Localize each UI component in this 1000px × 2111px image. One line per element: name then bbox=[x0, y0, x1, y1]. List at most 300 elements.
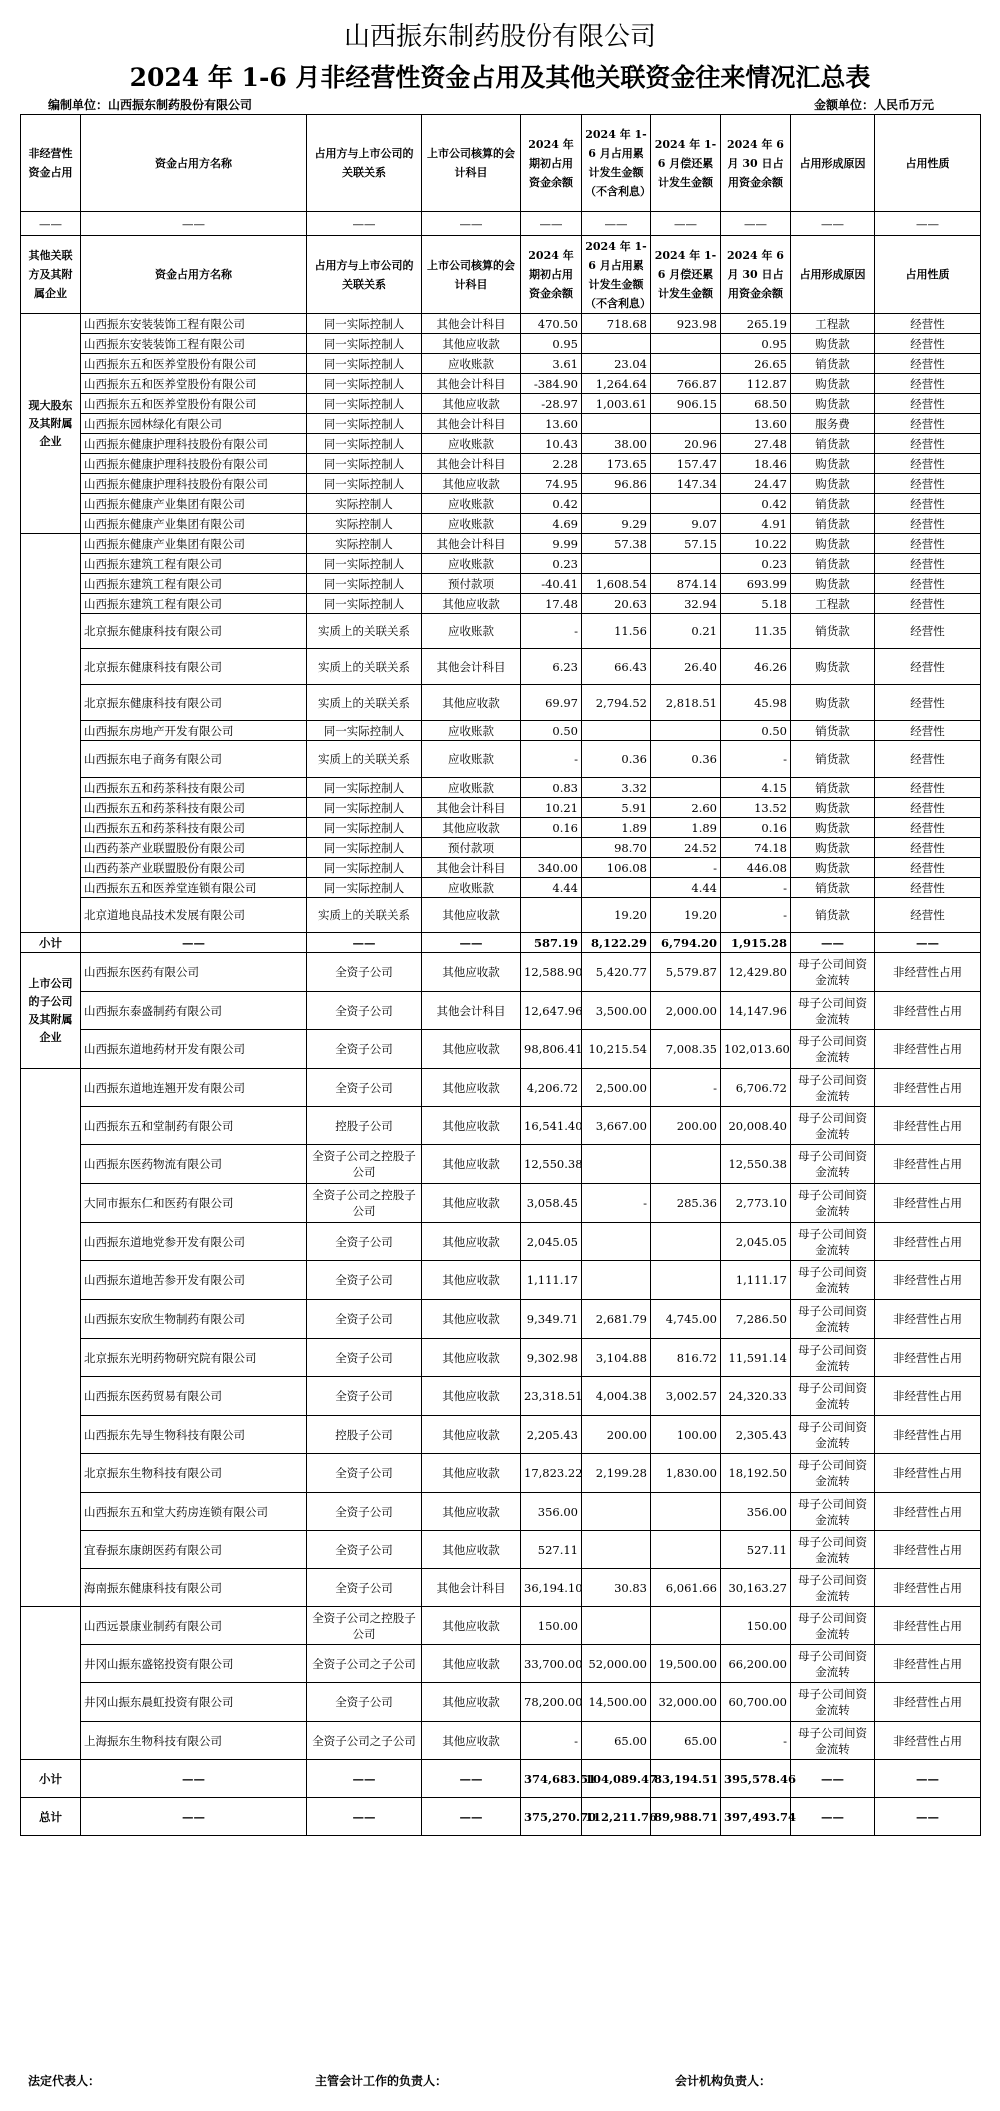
table-row bbox=[21, 1531, 981, 1569]
account-subject: 其他应收款 bbox=[422, 1145, 521, 1184]
relationship: 同一实际控制人 bbox=[307, 721, 422, 741]
occupier-name: 山西振东医药物流有限公司 bbox=[81, 1145, 307, 1184]
opening-balance: 16,541.40 bbox=[521, 1107, 582, 1145]
closing-balance: 102,013.60 bbox=[721, 1030, 791, 1069]
occupation-nature: 非经营性占用 bbox=[875, 1223, 981, 1261]
occupier-name: 山西振东建筑工程有限公司 bbox=[81, 554, 307, 574]
occupation-reason: 销货款 bbox=[791, 721, 875, 741]
opening-balance: 98,806.41 bbox=[521, 1030, 582, 1069]
occupation-nature: 非经营性占用 bbox=[875, 1107, 981, 1145]
accumulated-repaid bbox=[651, 354, 721, 374]
relationship: 全资子公司 bbox=[307, 1493, 422, 1531]
occupation-reason: 母子公司间资金流转 bbox=[791, 1377, 875, 1416]
occupation-reason: 购货款 bbox=[791, 534, 875, 554]
accumulated-repaid: 32,000.00 bbox=[651, 1683, 721, 1722]
account-subject: 其他应收款 bbox=[422, 1493, 521, 1531]
occupier-name: 山西药茶产业联盟股份有限公司 bbox=[81, 838, 307, 858]
occupation-reason: 销货款 bbox=[791, 514, 875, 534]
column-header: 上市公司核算的会计科目 bbox=[422, 236, 521, 314]
closing-balance: 66,200.00 bbox=[721, 1645, 791, 1683]
table-row bbox=[21, 1030, 981, 1069]
occupier-name: 山西振东园林绿化有限公司 bbox=[81, 414, 307, 434]
accumulated-repaid bbox=[651, 1493, 721, 1531]
relationship: 同一实际控制人 bbox=[307, 594, 422, 614]
account-subject: 其他会计科目 bbox=[422, 414, 521, 434]
accumulated-occupied bbox=[582, 878, 651, 898]
occupier-name: 北京振东健康科技有限公司 bbox=[81, 614, 307, 649]
table-row bbox=[21, 818, 981, 838]
occupation-reason: 销货款 bbox=[791, 778, 875, 798]
account-subject: 其他会计科目 bbox=[422, 1569, 521, 1607]
category-cell bbox=[21, 1069, 81, 1607]
closing-balance: 68.50 bbox=[721, 394, 791, 414]
opening-balance: 2,205.43 bbox=[521, 1416, 582, 1454]
column-header: 2024 年 1-6 月偿还累计发生金额 bbox=[651, 236, 721, 314]
occupation-nature: 经营性 bbox=[875, 354, 981, 374]
account-subject: 应收账款 bbox=[422, 778, 521, 798]
opening-balance: - bbox=[521, 614, 582, 649]
occupation-nature: 经营性 bbox=[875, 741, 981, 778]
account-subject: 其他应收款 bbox=[422, 1416, 521, 1454]
relationship: 实质上的关联关系 bbox=[307, 614, 422, 649]
opening-balance: 17,823.22 bbox=[521, 1454, 582, 1493]
occupier-name: 宜春振东康朗医药有限公司 bbox=[81, 1531, 307, 1569]
company-title: 山西振东制药股份有限公司 bbox=[343, 22, 656, 52]
occupation-reason: 销货款 bbox=[791, 554, 875, 574]
table-row bbox=[21, 741, 981, 778]
account-subject: 其他应收款 bbox=[422, 818, 521, 838]
accumulated-repaid: 0.21 bbox=[651, 614, 721, 649]
accumulated-occupied bbox=[582, 1607, 651, 1645]
occupation-reason: 母子公司间资金流转 bbox=[791, 1493, 875, 1531]
occupation-nature: 经营性 bbox=[875, 454, 981, 474]
occupation-reason: 购货款 bbox=[791, 454, 875, 474]
occupation-reason: 销货款 bbox=[791, 614, 875, 649]
category-cell: 上市公司的子公司及其附属企业 bbox=[21, 953, 81, 1069]
column-header: 资金占用方名称 bbox=[81, 115, 307, 212]
occupier-name: 山西振东医药贸易有限公司 bbox=[81, 1377, 307, 1416]
category-cell bbox=[21, 534, 81, 933]
total-value: —— bbox=[81, 1798, 307, 1836]
total-value: 587.19 bbox=[521, 933, 582, 953]
table-row bbox=[21, 1493, 981, 1531]
accumulated-repaid: 4.44 bbox=[651, 878, 721, 898]
occupation-nature: 非经营性占用 bbox=[875, 1416, 981, 1454]
accumulated-occupied: 4,004.38 bbox=[582, 1377, 651, 1416]
accumulated-occupied: 2,199.28 bbox=[582, 1454, 651, 1493]
opening-balance: 2.28 bbox=[521, 454, 582, 474]
occupation-reason: 购货款 bbox=[791, 818, 875, 838]
occupation-nature: 非经营性占用 bbox=[875, 1339, 981, 1377]
closing-balance: 150.00 bbox=[721, 1607, 791, 1645]
occupier-name: 大同市振东仁和医药有限公司 bbox=[81, 1184, 307, 1223]
occupation-reason: 母子公司间资金流转 bbox=[791, 1184, 875, 1223]
occupation-reason: 母子公司间资金流转 bbox=[791, 1416, 875, 1454]
occupation-nature: 经营性 bbox=[875, 534, 981, 554]
table-row bbox=[21, 778, 981, 798]
occupation-nature: 经营性 bbox=[875, 414, 981, 434]
table-row bbox=[21, 1377, 981, 1416]
opening-balance: 0.42 bbox=[521, 494, 582, 514]
total-value: —— bbox=[307, 933, 422, 953]
opening-balance: 4,206.72 bbox=[521, 1069, 582, 1107]
occupation-reason: 母子公司间资金流转 bbox=[791, 1261, 875, 1300]
occupier-name: 山西振东健康产业集团有限公司 bbox=[81, 534, 307, 554]
account-subject: 其他应收款 bbox=[422, 1683, 521, 1722]
accumulated-repaid: 26.40 bbox=[651, 649, 721, 685]
total-value: —— bbox=[81, 1760, 307, 1798]
occupation-reason: 销货款 bbox=[791, 434, 875, 454]
relationship: 全资子公司 bbox=[307, 953, 422, 992]
table-row bbox=[21, 953, 981, 992]
accumulated-repaid: 57.15 bbox=[651, 534, 721, 554]
opening-balance: 10.43 bbox=[521, 434, 582, 454]
account-subject: 应收账款 bbox=[422, 878, 521, 898]
occupier-name: 山西振东健康护理科技股份有限公司 bbox=[81, 434, 307, 454]
closing-balance: 20,008.40 bbox=[721, 1107, 791, 1145]
table-row bbox=[21, 685, 981, 721]
accumulated-occupied bbox=[582, 334, 651, 354]
column-header: 占用方与上市公司的关联关系 bbox=[307, 115, 422, 212]
occupation-nature: 非经营性占用 bbox=[875, 1145, 981, 1184]
occupation-nature: 非经营性占用 bbox=[875, 953, 981, 992]
total-value: —— bbox=[422, 1798, 521, 1836]
occupation-nature: 非经营性占用 bbox=[875, 1261, 981, 1300]
accumulated-occupied: 23.04 bbox=[582, 354, 651, 374]
relationship: 同一实际控制人 bbox=[307, 454, 422, 474]
occupation-nature: 经营性 bbox=[875, 858, 981, 878]
occupier-name: 山西振东五和药茶科技有限公司 bbox=[81, 818, 307, 838]
table-row bbox=[21, 554, 981, 574]
column-header: 2024 年 1-6 月偿还累计发生金额 bbox=[651, 115, 721, 212]
occupation-reason: 销货款 bbox=[791, 878, 875, 898]
closing-balance: 0.50 bbox=[721, 721, 791, 741]
occupier-name: 北京道地良品技术发展有限公司 bbox=[81, 898, 307, 933]
table-row bbox=[21, 838, 981, 858]
occupier-name: 山西振东泰盛制药有限公司 bbox=[81, 992, 307, 1030]
account-subject: 其他应收款 bbox=[422, 1107, 521, 1145]
accumulated-occupied: 57.38 bbox=[582, 534, 651, 554]
occupier-name: 山西振东五和医养堂股份有限公司 bbox=[81, 354, 307, 374]
occupier-name: 山西远景康业制药有限公司 bbox=[81, 1607, 307, 1645]
accumulated-occupied bbox=[582, 1145, 651, 1184]
category-cell bbox=[21, 1607, 81, 1760]
table-row bbox=[21, 614, 981, 649]
occupation-reason: 购货款 bbox=[791, 574, 875, 594]
relationship: 全资子公司 bbox=[307, 1030, 422, 1069]
accumulated-occupied: 11.56 bbox=[582, 614, 651, 649]
accumulated-repaid: 19,500.00 bbox=[651, 1645, 721, 1683]
table-row bbox=[21, 394, 981, 414]
accumulated-repaid: 147.34 bbox=[651, 474, 721, 494]
total-value: —— bbox=[791, 1798, 875, 1836]
closing-balance: 26.65 bbox=[721, 354, 791, 374]
accumulated-repaid: 3,002.57 bbox=[651, 1377, 721, 1416]
closing-balance: 2,773.10 bbox=[721, 1184, 791, 1223]
accumulated-occupied: 3,104.88 bbox=[582, 1339, 651, 1377]
opening-balance: -28.97 bbox=[521, 394, 582, 414]
total-value: 1,915.28 bbox=[721, 933, 791, 953]
accumulated-repaid: 906.15 bbox=[651, 394, 721, 414]
summary-table bbox=[20, 114, 981, 1836]
closing-balance: 112.87 bbox=[721, 374, 791, 394]
accumulated-repaid bbox=[651, 334, 721, 354]
account-subject: 其他应收款 bbox=[422, 685, 521, 721]
total-value: 89,988.71 bbox=[651, 1798, 721, 1836]
total-value: —— bbox=[81, 933, 307, 953]
opening-balance: 36,194.10 bbox=[521, 1569, 582, 1607]
accumulated-repaid: 5,579.87 bbox=[651, 953, 721, 992]
closing-balance: 30,163.27 bbox=[721, 1569, 791, 1607]
accumulated-repaid bbox=[651, 1531, 721, 1569]
occupation-reason: 母子公司间资金流转 bbox=[791, 1569, 875, 1607]
accumulated-repaid: 7,008.35 bbox=[651, 1030, 721, 1069]
occupation-reason: 母子公司间资金流转 bbox=[791, 1300, 875, 1339]
occupation-reason: 母子公司间资金流转 bbox=[791, 1339, 875, 1377]
closing-balance: 6,706.72 bbox=[721, 1069, 791, 1107]
relationship: 全资子公司 bbox=[307, 1223, 422, 1261]
occupier-name: 山西振东健康产业集团有限公司 bbox=[81, 514, 307, 534]
accumulated-repaid bbox=[651, 1261, 721, 1300]
relationship: 控股子公司 bbox=[307, 1107, 422, 1145]
accumulated-repaid bbox=[651, 414, 721, 434]
occupier-name: 北京振东生物科技有限公司 bbox=[81, 1454, 307, 1493]
occupier-name: 山西振东道地药材开发有限公司 bbox=[81, 1030, 307, 1069]
table-row bbox=[21, 798, 981, 818]
column-header: 资金占用方名称 bbox=[81, 236, 307, 314]
account-subject: 其他会计科目 bbox=[422, 534, 521, 554]
opening-balance: - bbox=[521, 741, 582, 778]
opening-balance: 0.83 bbox=[521, 778, 582, 798]
column-header: 2024 年 6 月 30 日占用资金余额 bbox=[721, 236, 791, 314]
closing-balance: 10.22 bbox=[721, 534, 791, 554]
account-subject: 其他应收款 bbox=[422, 1069, 521, 1107]
accumulated-occupied: 718.68 bbox=[582, 314, 651, 334]
relationship: 同一实际控制人 bbox=[307, 798, 422, 818]
occupation-reason: 工程款 bbox=[791, 314, 875, 334]
relationship: 全资子公司 bbox=[307, 1069, 422, 1107]
occupier-name: 北京振东光明药物研究院有限公司 bbox=[81, 1339, 307, 1377]
row-label: 小计 bbox=[21, 1760, 81, 1798]
total-value: 395,578.46 bbox=[721, 1760, 791, 1798]
opening-balance: 78,200.00 bbox=[521, 1683, 582, 1722]
relationship: 同一实际控制人 bbox=[307, 474, 422, 494]
table-row bbox=[21, 454, 981, 474]
relationship: 全资子公司 bbox=[307, 1300, 422, 1339]
opening-balance: 10.21 bbox=[521, 798, 582, 818]
occupation-reason: 购货款 bbox=[791, 858, 875, 878]
occupier-name: 海南振东健康科技有限公司 bbox=[81, 1569, 307, 1607]
accumulated-repaid: 816.72 bbox=[651, 1339, 721, 1377]
occupier-name: 山西振东先导生物科技有限公司 bbox=[81, 1416, 307, 1454]
accumulated-occupied: 9.29 bbox=[582, 514, 651, 534]
occupation-reason: 母子公司间资金流转 bbox=[791, 1722, 875, 1760]
accumulated-occupied: 0.36 bbox=[582, 741, 651, 778]
occupation-nature: 经营性 bbox=[875, 494, 981, 514]
accumulated-repaid: 285.36 bbox=[651, 1184, 721, 1223]
occupation-nature: 非经营性占用 bbox=[875, 1645, 981, 1683]
occupation-reason: 销货款 bbox=[791, 898, 875, 933]
occupier-name: 山西振东道地连翘开发有限公司 bbox=[81, 1069, 307, 1107]
occupier-name: 山西振东五和医养堂连锁有限公司 bbox=[81, 878, 307, 898]
total-value: 6,794.20 bbox=[651, 933, 721, 953]
closing-balance: 1,111.17 bbox=[721, 1261, 791, 1300]
account-subject: 其他会计科目 bbox=[422, 649, 521, 685]
accumulated-repaid bbox=[651, 1607, 721, 1645]
placeholder-cell: —— bbox=[21, 212, 81, 236]
occupation-reason: 销货款 bbox=[791, 354, 875, 374]
relationship: 全资子公司之控股子公司 bbox=[307, 1145, 422, 1184]
total-value: 112,211.76 bbox=[582, 1798, 651, 1836]
account-subject: 其他会计科目 bbox=[422, 798, 521, 818]
total-value: 8,122.29 bbox=[582, 933, 651, 953]
closing-balance: 265.19 bbox=[721, 314, 791, 334]
accumulated-repaid bbox=[651, 721, 721, 741]
compiler-label: 编制单位：山西振东制药股份有限公司 bbox=[48, 98, 253, 112]
occupation-reason: 购货款 bbox=[791, 838, 875, 858]
placeholder-cell: —— bbox=[307, 212, 422, 236]
column-header: 非经营性资金占用 bbox=[21, 115, 81, 212]
subtotal-row bbox=[21, 933, 981, 953]
opening-balance: 4.69 bbox=[521, 514, 582, 534]
report-title: 2024 年 1-6 月非经营性资金占用及其他关联资金往来情况汇总表 bbox=[129, 63, 871, 92]
occupier-name: 山西振东安欣生物制药有限公司 bbox=[81, 1300, 307, 1339]
occupier-name: 山西振东电子商务有限公司 bbox=[81, 741, 307, 778]
table-row bbox=[21, 414, 981, 434]
accumulated-repaid: 32.94 bbox=[651, 594, 721, 614]
occupier-name: 上海振东生物科技有限公司 bbox=[81, 1722, 307, 1760]
relationship: 实际控制人 bbox=[307, 494, 422, 514]
occupation-reason: 母子公司间资金流转 bbox=[791, 992, 875, 1030]
opening-balance: 356.00 bbox=[521, 1493, 582, 1531]
relationship: 同一实际控制人 bbox=[307, 878, 422, 898]
closing-balance: - bbox=[721, 898, 791, 933]
occupier-name: 山西振东五和医养堂股份有限公司 bbox=[81, 374, 307, 394]
table-row bbox=[21, 314, 981, 334]
accumulated-occupied: 1,264.64 bbox=[582, 374, 651, 394]
opening-balance: 6.23 bbox=[521, 649, 582, 685]
accumulated-occupied: 14,500.00 bbox=[582, 1683, 651, 1722]
accumulated-occupied bbox=[582, 1493, 651, 1531]
accumulated-occupied: 66.43 bbox=[582, 649, 651, 685]
row-label: 小计 bbox=[21, 933, 81, 953]
placeholder-cell: —— bbox=[582, 212, 651, 236]
account-subject: 其他应收款 bbox=[422, 1377, 521, 1416]
accumulated-occupied bbox=[582, 554, 651, 574]
placeholder-cell: —— bbox=[875, 212, 981, 236]
account-subject: 应收账款 bbox=[422, 514, 521, 534]
closing-balance: 356.00 bbox=[721, 1493, 791, 1531]
accumulated-repaid: 6,061.66 bbox=[651, 1569, 721, 1607]
occupation-nature: 经营性 bbox=[875, 374, 981, 394]
opening-balance: 17.48 bbox=[521, 594, 582, 614]
table-row bbox=[21, 1300, 981, 1339]
occupation-reason: 购货款 bbox=[791, 394, 875, 414]
accumulated-repaid: 9.07 bbox=[651, 514, 721, 534]
row-label: 总计 bbox=[21, 1798, 81, 1836]
occupation-reason: 购货款 bbox=[791, 798, 875, 818]
occupier-name: 山西振东道地苦参开发有限公司 bbox=[81, 1261, 307, 1300]
table-row bbox=[21, 858, 981, 878]
closing-balance: 2,305.43 bbox=[721, 1416, 791, 1454]
relationship: 全资子公司 bbox=[307, 1339, 422, 1377]
occupation-nature: 非经营性占用 bbox=[875, 1377, 981, 1416]
opening-balance: 0.95 bbox=[521, 334, 582, 354]
closing-balance: 7,286.50 bbox=[721, 1300, 791, 1339]
account-subject: 其他应收款 bbox=[422, 1261, 521, 1300]
currency-unit-label: 金额单位：人民币万元 bbox=[813, 98, 934, 112]
grand-total-row bbox=[21, 1798, 981, 1836]
occupation-reason: 工程款 bbox=[791, 594, 875, 614]
opening-balance: 74.95 bbox=[521, 474, 582, 494]
accumulated-repaid: - bbox=[651, 1069, 721, 1107]
table-row bbox=[21, 474, 981, 494]
table-row bbox=[21, 1454, 981, 1493]
accumulated-occupied: 2,500.00 bbox=[582, 1069, 651, 1107]
subtotal-row bbox=[21, 1760, 981, 1798]
occupier-name: 井冈山振东盛铭投资有限公司 bbox=[81, 1645, 307, 1683]
accumulated-repaid bbox=[651, 778, 721, 798]
occupier-name: 山西振东健康护理科技股份有限公司 bbox=[81, 454, 307, 474]
relationship: 全资子公司 bbox=[307, 1531, 422, 1569]
table-row bbox=[21, 1069, 981, 1107]
occupier-name: 山西振东健康护理科技股份有限公司 bbox=[81, 474, 307, 494]
occupier-name: 山西振东五和堂制药有限公司 bbox=[81, 1107, 307, 1145]
occupation-nature: 经营性 bbox=[875, 685, 981, 721]
occupation-nature: 非经营性占用 bbox=[875, 1569, 981, 1607]
closing-balance: 18.46 bbox=[721, 454, 791, 474]
placeholder-cell: —— bbox=[422, 212, 521, 236]
opening-balance: 0.16 bbox=[521, 818, 582, 838]
occupation-reason: 母子公司间资金流转 bbox=[791, 1531, 875, 1569]
table-row bbox=[21, 1569, 981, 1607]
relationship: 实质上的关联关系 bbox=[307, 649, 422, 685]
closing-balance: 11,591.14 bbox=[721, 1339, 791, 1377]
relationship: 同一实际控制人 bbox=[307, 554, 422, 574]
column-header: 2024 年期初占用资金余额 bbox=[521, 115, 582, 212]
relationship: 同一实际控制人 bbox=[307, 394, 422, 414]
relationship: 同一实际控制人 bbox=[307, 374, 422, 394]
relationship: 全资子公司 bbox=[307, 1454, 422, 1493]
accumulated-occupied: 1.89 bbox=[582, 818, 651, 838]
table-row bbox=[21, 594, 981, 614]
accumulated-occupied: 173.65 bbox=[582, 454, 651, 474]
occupation-reason: 销货款 bbox=[791, 494, 875, 514]
relationship: 实际控制人 bbox=[307, 514, 422, 534]
relationship: 全资子公司之控股子公司 bbox=[307, 1607, 422, 1645]
account-subject: 其他会计科目 bbox=[422, 374, 521, 394]
opening-balance: 4.44 bbox=[521, 878, 582, 898]
relationship: 全资子公司 bbox=[307, 1569, 422, 1607]
occupation-nature: 非经营性占用 bbox=[875, 1531, 981, 1569]
accumulated-repaid: 157.47 bbox=[651, 454, 721, 474]
accumulated-occupied: 19.20 bbox=[582, 898, 651, 933]
occupation-reason: 母子公司间资金流转 bbox=[791, 953, 875, 992]
account-subject: 应收账款 bbox=[422, 614, 521, 649]
occupation-nature: 非经营性占用 bbox=[875, 1030, 981, 1069]
occupation-reason: 服务费 bbox=[791, 414, 875, 434]
column-header: 2024 年期初占用资金余额 bbox=[521, 236, 582, 314]
occupation-reason: 母子公司间资金流转 bbox=[791, 1683, 875, 1722]
total-value: —— bbox=[422, 933, 521, 953]
account-subject: 预付款项 bbox=[422, 574, 521, 594]
accumulated-repaid bbox=[651, 554, 721, 574]
accumulated-occupied bbox=[582, 494, 651, 514]
occupier-name: 山西振东建筑工程有限公司 bbox=[81, 594, 307, 614]
total-value: —— bbox=[875, 1760, 981, 1798]
occupation-nature: 经营性 bbox=[875, 394, 981, 414]
closing-balance: 12,550.38 bbox=[721, 1145, 791, 1184]
